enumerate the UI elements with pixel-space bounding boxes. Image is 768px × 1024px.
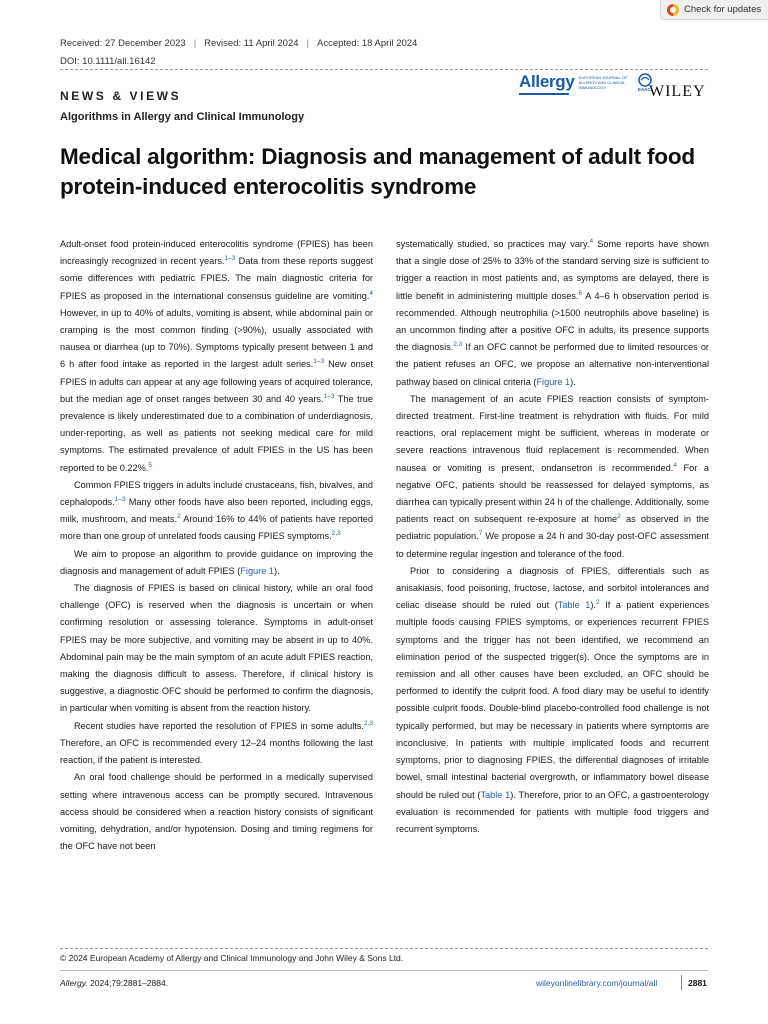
copyright-notice: © 2024 European Academy of Allergy and Clinical Immunology and John Wiley & Sons Ltd. xyxy=(60,953,404,963)
text: New onset FPIES in adults can appear at any age following years of acquired tolerance, but the median age of onset ranges between 30 and 40 years. xyxy=(60,359,373,404)
header-rule xyxy=(60,69,708,70)
paragraph xyxy=(60,477,373,546)
text: ). xyxy=(570,376,576,387)
section-label: NEWS & VIEWS xyxy=(60,89,182,103)
text: However, in up to 40% of adults, vomiting is absent, while abdominal pain or cramping is the most common finding (>90%), usually associated with nausea or diarrhea (up to 70%). Symptoms typically present between 1 and 6 h after food intake as reported in the largest adult series. xyxy=(60,307,373,370)
journal-subtitle: EUROPEAN JOURNAL OF ALLERGY AND CLINICAL IMMUNOLOGY xyxy=(578,74,628,90)
reference-link[interactable]: 4 xyxy=(369,289,373,297)
publisher-logo: WILEY xyxy=(649,83,706,100)
text: A 4–6 h observation period is recommended. Although neutrophilia (>1500 neutrophils above baseline) is an uncommon finding after a positive OFC in adults, its presence supports the diagnosis. xyxy=(396,290,709,353)
date-separator: | xyxy=(306,38,309,49)
text: Many other foods have also been reported, including eggs, milk, mushroom, and meats. xyxy=(60,497,373,525)
citation-journal: Allergy. xyxy=(60,978,88,988)
text: as observed in the pediatric population. xyxy=(396,514,709,542)
reference-link[interactable]: 2,3 xyxy=(363,719,373,727)
body-column-right xyxy=(396,236,709,838)
text: ). xyxy=(274,565,280,576)
table-link[interactable]: Table 1 xyxy=(557,600,591,611)
text: The true prevalence is likely underestimated due to a combination of underdiagnosis, under-reporting, as well as patients not seeking medical care for mild symptoms. The estimated prevalence of adult FPIES in the US has been reported to be 0.22%. xyxy=(60,393,373,473)
footer-divider xyxy=(681,975,682,990)
reference-link[interactable]: 7 xyxy=(478,530,483,538)
journal-name: Allergy xyxy=(519,72,575,91)
paragraph xyxy=(60,718,373,770)
text: systematically studied, so practices may vary. xyxy=(396,239,590,249)
text: If an OFC cannot be performed due to limited resources or the patient refuses an OFC, we propose an alternative non-interventional pathway based on clinical criteria ( xyxy=(396,342,709,387)
text: Prior to considering a diagnosis of FPIES, differentials such as anisakiasis, food poisoning, fructose, lactose, and sorbitol intolerances and celiac disease should be ruled out ( xyxy=(396,565,709,611)
text: If a patient experiences multiple foods causing FPIES symptoms, or experiences recurrent FPIES symptoms and the trigger has not been identified, we recommend an elimination period of the suspected trigger(s). Once the symptoms are in remission and all other causes have been excluded, an OFC should be performed to identify the culprit food. A food diary may be useful to identify possible culprit foods. Double-blind placebo-controlled food challenge is not typically performed, but may be necessary in patients where symptoms are inconclusive. In patients with multiple implicated foods and recurrent symptoms, prior to diagnosing FPIES, the differential diagnoses of irritable bowel, small intestinal bacterial overgrowth, or inflammatory bowel disease should be ruled out ( xyxy=(396,600,710,800)
paragraph: The diagnosis of FPIES is based on clinical history, while an oral food challenge (OFC) is reserved when the diagnosis is uncertain or when confirming resolution or assessing tolerance. Symptoms in adult-onset FPIES may be more subjective, and vomiting may be absent in up to 40%. Abdominal pain may be the main symptom of an acute adult FPIES reaction, making the diagnosis difficult to assess. Therefore, if clinical history is suggestive, a diagnostic OFC should be performed to confirm the diagnosis, in particular when vomiting is absent from the reaction history. xyxy=(60,583,373,714)
text: Some reports have shown that a single dose of 25% to 33% of the standard serving size is sufficient to trigger a reaction in most patients and, as symptoms are delayed, there is little benefit in administering multiple doses. xyxy=(396,239,709,301)
reference-link[interactable]: 5 xyxy=(148,461,152,469)
reference-link[interactable]: 2,3 xyxy=(331,530,341,538)
figure-link[interactable]: Figure 1 xyxy=(240,565,275,576)
reference-link[interactable]: 2 xyxy=(596,599,600,607)
paragraph xyxy=(60,546,373,580)
date-separator: | xyxy=(193,38,197,49)
citation xyxy=(60,978,168,988)
paragraph xyxy=(396,391,709,563)
journal-logo xyxy=(519,72,655,92)
society-name: EAACI xyxy=(637,87,652,92)
journal-underline xyxy=(519,93,569,95)
text: Common FPIES triggers in adults include crustaceans, fish, bivalves, and cephalopods. xyxy=(60,479,373,508)
check-for-updates-label: Check for updates xyxy=(684,4,762,15)
text: Around 16% to 44% of patients have reported more than one group of unrelated foods causing FPIES symptoms. xyxy=(60,514,373,542)
received-date: Received: 27 December 2023 xyxy=(60,38,186,49)
subsection-label: Algorithms in Allergy and Clinical Immunology xyxy=(60,111,305,123)
text: Recent studies have reported the resolution of FPIES in some adults. xyxy=(74,720,364,731)
reference-link[interactable]: 2 xyxy=(617,513,621,521)
crossmark-icon xyxy=(667,4,679,16)
text: We propose a 24 h and 30-day post-OFC assessment to determine regular ingestion and tolerance of the food. xyxy=(396,531,709,559)
paragraph: An oral food challenge should be performed in a medically supervised setting where intravenous access can be promptly secured. Intravenous access should be considered when a reaction history consists of significant vomiting, dehydration, and/or hypotension. Dosing and timing regimens for the OFC have not been xyxy=(60,772,373,852)
reference-link[interactable]: 1–3 xyxy=(323,392,335,400)
text: ). Therefore, prior to an OFC, a gastroenterology evaluation is recommended for patients with multiple food triggers and recurrent symptoms. xyxy=(396,789,710,834)
journal-url-link[interactable]: wileyonlinelibrary.com/journal/all xyxy=(536,978,658,988)
citation-details: 2024;79:2881–2884. xyxy=(87,978,169,988)
text: Data from these reports suggest some differences with pediatric FPIES. The main diagnostic criteria for FPIES as proposed in the international consensus guideline are vomiting. xyxy=(60,256,374,301)
page-number: 2881 xyxy=(688,978,707,988)
accepted-date: Accepted: 18 April 2024 xyxy=(316,38,418,49)
text: The management of an acute FPIES reaction consists of symptom-directed treatment. First-line treatment is rehydration with fluids. For mild reactions, oral replacement might be sufficient, whereas in moderate or severe reactions intravenous fluid replacement is recommended. When nausea or vomiting is present, ondansetron is recommended. xyxy=(396,393,709,473)
article-title: Medical algorithm: Diagnosis and management of adult food protein-induced enterocolitis syndrome xyxy=(60,144,695,199)
article-dates xyxy=(60,38,417,49)
figure-link[interactable]: Figure 1 xyxy=(536,376,571,387)
footer-rule xyxy=(60,948,708,949)
text: Adult-onset food protein-induced enterocolitis syndrome (FPIES) has been increasingly recognized in recent years. xyxy=(60,239,373,267)
paragraph xyxy=(60,236,373,477)
body-column-left xyxy=(60,236,373,855)
paragraph xyxy=(396,563,709,838)
text: Therefore, an OFC is recommended every 12–24 months following the last reaction, if the patient is interested. xyxy=(60,737,373,766)
revised-date: Revised: 11 April 2024 xyxy=(204,38,299,49)
reference-link[interactable]: 2,3 xyxy=(453,341,463,349)
doi[interactable]: DOI: 10.1111/all.16142 xyxy=(60,56,156,67)
text: We aim to propose an algorithm to provide guidance on improving the diagnosis and management of adult FPIES ( xyxy=(60,548,373,576)
reference-link[interactable]: 1–3 xyxy=(313,358,325,366)
paragraph xyxy=(396,236,709,391)
reference-link[interactable]: 2 xyxy=(177,513,181,521)
reference-link[interactable]: 6 xyxy=(578,289,583,297)
reference-link[interactable]: 4 xyxy=(589,238,594,245)
table-link[interactable]: Table 1 xyxy=(480,789,511,800)
reference-link[interactable]: 1–3 xyxy=(114,496,126,504)
check-for-updates-button[interactable] xyxy=(660,0,768,20)
reference-link[interactable]: 1–3 xyxy=(224,255,236,263)
reference-link[interactable]: 4 xyxy=(673,461,677,469)
text: ). xyxy=(590,600,596,611)
footer-rule xyxy=(60,970,708,971)
text: For a negative OFC, patients should be reassessed for delayed symptoms, as diarrhea can typically present within 24 h of the challenge. Additionally, some patients react on subsequent re-exposure at home xyxy=(396,462,709,525)
